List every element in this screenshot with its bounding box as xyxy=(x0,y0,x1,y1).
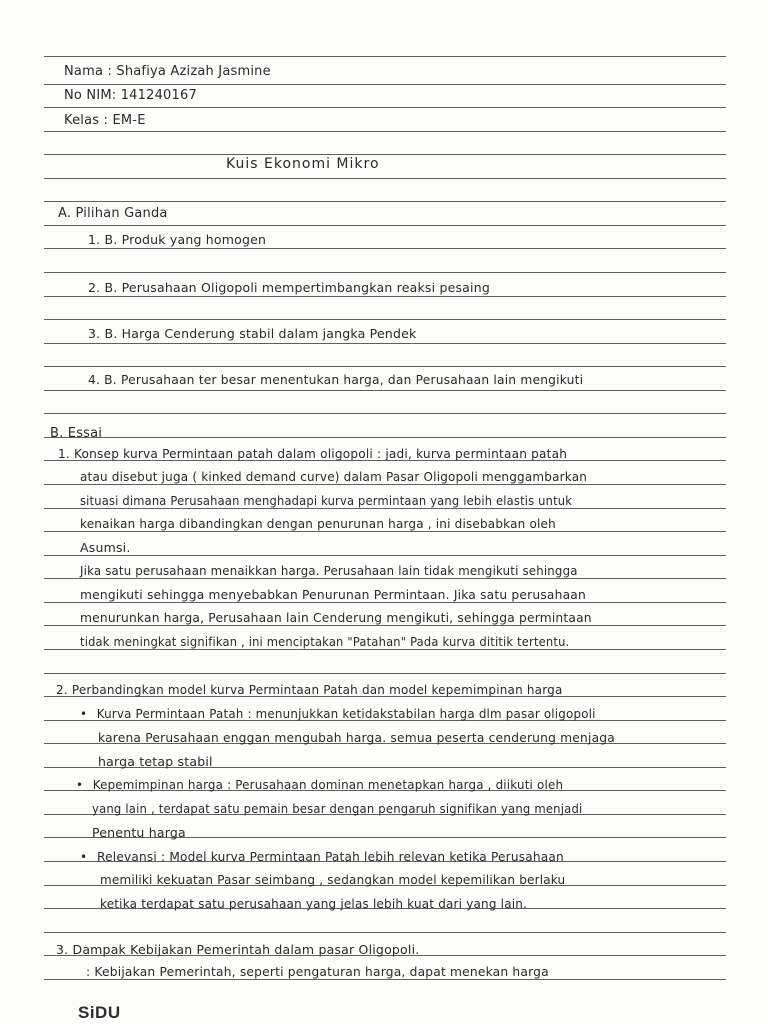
section-a-heading: A. Pilihan Ganda xyxy=(58,206,168,221)
q1-line: kenaikan harga dibandingkan dengan penurunan harga , ini disebabkan oleh xyxy=(80,516,556,531)
ruled-line xyxy=(44,319,726,320)
page-title: Kuis Ekonomi Mikro xyxy=(226,156,380,172)
ruled-line xyxy=(44,201,726,202)
ruled-line xyxy=(44,932,726,933)
section-b-heading: B. Essai xyxy=(50,426,103,441)
answer-a4: 4. B. Perusahaan ter besar menentukan harga, dan Perusahaan lain mengikuti xyxy=(88,372,584,387)
ruled-line xyxy=(44,248,726,249)
ruled-line xyxy=(44,413,726,414)
answer-a2: 2. B. Perusahaan Oligopoli mempertimbangkan reaksi pesaing xyxy=(88,280,490,295)
q1-line: Asumsi. xyxy=(80,540,131,555)
q2-line: Penentu harga xyxy=(92,825,186,840)
ruled-line xyxy=(44,366,726,367)
ruled-line xyxy=(44,484,726,485)
ruled-line xyxy=(44,625,726,626)
ruled-line xyxy=(44,649,726,650)
ruled-line xyxy=(44,107,726,108)
q1-line: tidak meningkat signifikan , ini menciptakan "Patahan" Pada kurva dititik tertentu. xyxy=(80,634,570,649)
student-class: Kelas : EM-E xyxy=(64,113,146,128)
q1-line: situasi dimana Perusahaan menghadapi kurva permintaan yang lebih elastis untuk xyxy=(80,493,573,508)
q2-line: • Kepemimpinan harga : Perusahaan dominan menetapkan harga , diikuti oleh xyxy=(76,777,564,792)
q2-line: memiliki kekuatan Pasar seimbang , sedangkan model kepemilikan berlaku xyxy=(100,872,566,887)
ruled-line xyxy=(44,131,726,132)
q1-line: 1. Konsep kurva Permintaan patah dalam oligopoli : jadi, kurva permintaan patah xyxy=(58,446,568,461)
student-name: Nama : Shafiya Azizah Jasmine xyxy=(64,64,271,79)
ruled-line xyxy=(44,178,726,179)
ruled-line xyxy=(44,225,726,226)
answer-a1: 1. B. Produk yang homogen xyxy=(88,232,267,247)
q2-line: • Relevansi : Model kurva Permintaan Patah lebih relevan ketika Perusahaan xyxy=(80,849,564,864)
ruled-line xyxy=(44,437,726,438)
q1-line: atau disebut juga ( kinked demand curve) dalam Pasar Oligopoli menggambarkan xyxy=(80,469,588,484)
ruled-line xyxy=(44,979,726,980)
ruled-line xyxy=(44,531,726,532)
q2-line: harga tetap stabil xyxy=(98,754,213,769)
q2-line: ketika terdapat satu perusahaan yang jelas lebih kuat dari yang lain. xyxy=(100,896,528,911)
q3-line: : Kebijakan Pemerintah, seperti pengaturan harga, dapat menekan harga xyxy=(86,964,549,979)
q1-line: menurunkan harga, Perusahaan lain Cenderung mengikuti, sehingga permintaan xyxy=(80,610,592,625)
ruled-line xyxy=(44,578,726,579)
q1-line: Jika satu perusahaan menaikkan harga. Perusahaan lain tidak mengikuti sehingga xyxy=(80,563,578,578)
q1-line: mengikuti sehingga menyebabkan Penurunan Permintaan. Jika satu perusahaan xyxy=(80,587,586,602)
ruled-line xyxy=(44,673,726,674)
ruled-line xyxy=(44,390,726,391)
ruled-line xyxy=(44,296,726,297)
ruled-line xyxy=(44,555,726,556)
q2-heading: 2. Perbandingkan model kurva Permintaan Patah dan model kepemimpinan harga xyxy=(56,682,563,697)
q3-heading: 3. Dampak Kebijakan Pemerintah dalam pasar Oligopoli. xyxy=(56,942,420,957)
answer-a3: 3. B. Harga Cenderung stabil dalam jangka Pendek xyxy=(88,326,417,341)
ruled-line xyxy=(44,343,726,344)
brand-logo: SiDU xyxy=(78,1003,121,1022)
ruled-line xyxy=(44,602,726,603)
ruled-line xyxy=(44,272,726,273)
student-nim: No NIM: 141240167 xyxy=(64,88,197,103)
ruled-line xyxy=(44,56,726,57)
ruled-line xyxy=(44,154,726,155)
q2-line: karena Perusahaan enggan mengubah harga. semua peserta cenderung menjaga xyxy=(98,730,615,745)
q2-line: yang lain , terdapat satu pemain besar dengan pengaruh signifikan yang menjadi xyxy=(92,801,583,816)
ruled-line xyxy=(44,508,726,509)
q2-line: • Kurva Permintaan Patah : menunjukkan ketidakstabilan harga dlm pasar oligopoli xyxy=(80,706,596,721)
ruled-line xyxy=(44,84,726,85)
